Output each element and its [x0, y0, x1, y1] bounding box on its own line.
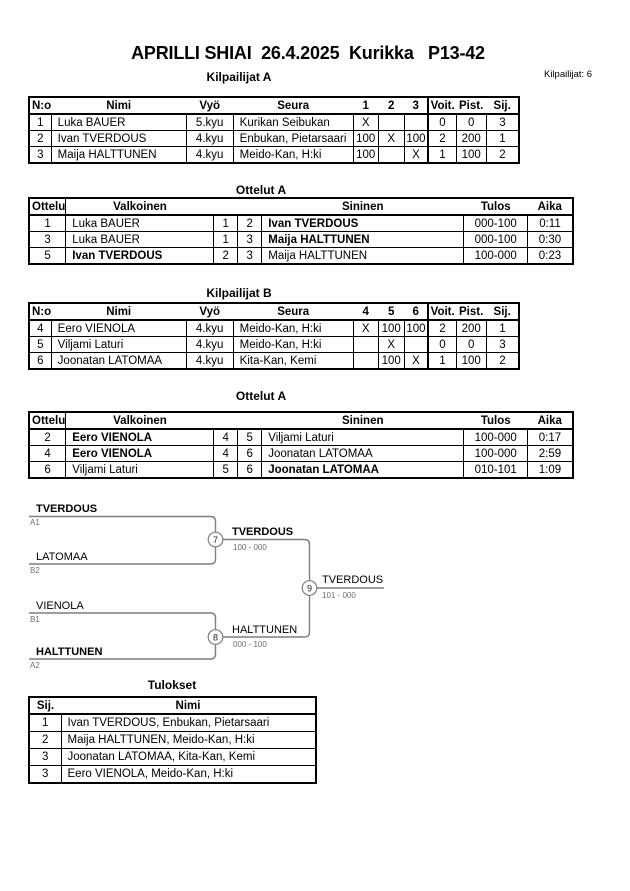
cell-club: Kita-Kan, Kemi	[233, 353, 353, 370]
cell-white-no: 1	[214, 215, 238, 232]
cell-blue: Joonatan LATOMAA	[262, 462, 464, 479]
col-header-m2: 5	[378, 303, 404, 320]
cell-points: 0	[456, 114, 486, 131]
cell-club: Meido-Kan, H:ki	[233, 147, 353, 164]
cell-blue: Joonatan LATOMAA	[262, 446, 464, 462]
bracket-line-slot-b1	[29, 613, 216, 630]
col-header-club: Seura	[233, 303, 353, 320]
col-header-time: Aika	[528, 198, 573, 215]
col-header-time: Aika	[528, 412, 573, 429]
cell-blue-no: 6	[238, 462, 262, 479]
bracket-slot-seed: A2	[30, 661, 40, 670]
cell-name: Maija HALTTUNEN	[51, 147, 186, 164]
cell-blue-no: 3	[238, 248, 262, 265]
cell-place: 1	[29, 714, 61, 732]
match-row	[29, 232, 573, 248]
cell-time: 0:23	[528, 248, 573, 265]
competitor-row	[29, 131, 519, 147]
result-row	[29, 714, 316, 732]
col-header-white-no	[214, 198, 238, 215]
cell-time: 0:30	[528, 232, 573, 248]
pool-a-label: Kilpailijat A	[206, 70, 272, 84]
bracket-slot-name: TVERDOUS	[36, 503, 98, 515]
cell-no: 3	[29, 147, 51, 164]
match-8-winner: HALTTUNEN	[232, 624, 298, 636]
cell-match-no: 5	[29, 248, 66, 265]
matches-b-table	[28, 411, 574, 479]
cell-white-no: 4	[214, 429, 238, 446]
cell-white: Ivan TVERDOUS	[66, 248, 214, 265]
cell-wins: 2	[428, 320, 456, 337]
col-header-white: Valkoinen	[66, 412, 214, 429]
cell-m1: X	[353, 320, 378, 337]
cell-belt: 5.kyu	[186, 114, 233, 131]
col-header-belt: Vyö	[186, 97, 233, 114]
page-title: APRILLI SHIAI 26.4.2025 Kurikka P13-42	[131, 43, 485, 63]
cell-result: 000-100	[464, 232, 528, 248]
cell-m2	[378, 147, 404, 164]
bracket-slot-seed: B2	[30, 566, 40, 575]
match-9-score: 101 - 000	[322, 591, 356, 600]
cell-place: 1	[486, 131, 519, 147]
col-header-m3: 3	[404, 97, 428, 114]
cell-points: 100	[456, 147, 486, 164]
cell-blue: Maija HALTTUNEN	[262, 248, 464, 265]
match-8-score: 000 - 100	[233, 640, 267, 649]
cell-wins: 0	[428, 114, 456, 131]
cell-m3	[404, 114, 428, 131]
competitor-row	[29, 337, 519, 353]
cell-points: 200	[456, 131, 486, 147]
cell-match-no: 1	[29, 215, 66, 232]
col-header-points: Pist.	[456, 303, 486, 320]
cell-belt: 4.kyu	[186, 147, 233, 164]
result-row	[29, 749, 316, 766]
cell-name: Eero VIENOLA	[51, 320, 186, 337]
cell-m3	[404, 337, 428, 353]
cell-blue-no: 6	[238, 446, 262, 462]
header-row	[29, 198, 573, 215]
cell-blue: Maija HALTTUNEN	[262, 232, 464, 248]
cell-white: Eero VIENOLA	[66, 429, 214, 446]
col-header-m3: 6	[404, 303, 428, 320]
col-header-wins: Voit.	[428, 97, 456, 114]
col-header-name: Nimi	[51, 97, 186, 114]
col-header-place: Sij.	[486, 97, 519, 114]
cell-result: 100-000	[464, 429, 528, 446]
col-header-m1: 1	[353, 97, 378, 114]
cell-blue: Viljami Laturi	[262, 429, 464, 446]
matches-b-label: Ottelut A	[235, 389, 287, 403]
pool-b-label: Kilpailijat B	[206, 286, 272, 300]
cell-name: Joonatan LATOMAA, Kita-Kan, Kemi	[61, 749, 316, 766]
col-header-blue: Sininen	[262, 198, 464, 215]
col-header-place: Sij.	[29, 697, 61, 714]
cell-wins: 0	[428, 337, 456, 353]
cell-club: Meido-Kan, H:ki	[233, 320, 353, 337]
cell-wins: 1	[428, 353, 456, 370]
pool-b-table	[28, 302, 520, 370]
col-header-no: N:o	[29, 303, 51, 320]
cell-m1	[353, 353, 378, 370]
cell-points: 200	[456, 320, 486, 337]
competitor-row	[29, 320, 519, 337]
competitor-row	[29, 353, 519, 370]
cell-match-no: 6	[29, 462, 66, 479]
cell-blue-no: 5	[238, 429, 262, 446]
col-header-m1: 4	[353, 303, 378, 320]
col-header-name: Nimi	[61, 697, 316, 714]
cell-m3: X	[404, 147, 428, 164]
bracket-slot-seed: B1	[30, 615, 40, 624]
cell-place: 2	[486, 147, 519, 164]
col-header-blue: Sininen	[262, 412, 464, 429]
cell-name: Ivan TVERDOUS	[51, 131, 186, 147]
col-header-points: Pist.	[456, 97, 486, 114]
cell-no: 5	[29, 337, 51, 353]
match-8-number: 8	[212, 632, 219, 643]
cell-m2: X	[378, 337, 404, 353]
cell-time: 0:11	[528, 215, 573, 232]
cell-place: 3	[486, 337, 519, 353]
cell-points: 0	[456, 337, 486, 353]
cell-m1: 100	[353, 147, 378, 164]
cell-no: 2	[29, 131, 51, 147]
header-row	[29, 697, 316, 714]
cell-no: 6	[29, 353, 51, 370]
cell-blue-no: 3	[238, 232, 262, 248]
cell-white-no: 4	[214, 446, 238, 462]
cell-result: 100-000	[464, 446, 528, 462]
cell-wins: 2	[428, 131, 456, 147]
match-row	[29, 429, 573, 446]
cell-m3: X	[404, 353, 428, 370]
cell-m2	[378, 114, 404, 131]
cell-place: 3	[29, 766, 61, 784]
cell-m2: X	[378, 131, 404, 147]
cell-time: 2:59	[528, 446, 573, 462]
pool-a-table	[28, 96, 520, 164]
cell-white-no: 5	[214, 462, 238, 479]
cell-match-no: 2	[29, 429, 66, 446]
results-label: Tulokset	[147, 678, 197, 692]
match-7-winner: TVERDOUS	[232, 526, 294, 538]
cell-place: 2	[29, 732, 61, 749]
cell-belt: 4.kyu	[186, 320, 233, 337]
cell-points: 100	[456, 353, 486, 370]
cell-club: Kurikan Seibukan	[233, 114, 353, 131]
col-header-blue-no	[238, 412, 262, 429]
cell-match-no: 3	[29, 232, 66, 248]
cell-blue: Ivan TVERDOUS	[262, 215, 464, 232]
cell-time: 1:09	[528, 462, 573, 479]
cell-m3: 100	[404, 320, 428, 337]
col-header-match: Ottelu	[29, 198, 66, 215]
cell-m2: 100	[378, 320, 404, 337]
col-header-wins: Voit.	[428, 303, 456, 320]
col-header-white: Valkoinen	[66, 198, 214, 215]
cell-white: Eero VIENOLA	[66, 446, 214, 462]
result-row	[29, 766, 316, 784]
cell-m1: 100	[353, 131, 378, 147]
cell-club: Enbukan, Pietarsaari	[233, 131, 353, 147]
cell-place: 3	[29, 749, 61, 766]
header-row	[29, 303, 519, 320]
cell-name: Eero VIENOLA, Meido-Kan, H:ki	[61, 766, 316, 784]
match-row	[29, 462, 573, 479]
match-7-score: 100 - 000	[233, 543, 267, 552]
cell-white: Luka BAUER	[66, 232, 214, 248]
match-9-number: 9	[306, 583, 313, 594]
cell-m2: 100	[378, 353, 404, 370]
cell-blue-no: 2	[238, 215, 262, 232]
cell-m1: X	[353, 114, 378, 131]
competitor-row	[29, 147, 519, 164]
cell-time: 0:17	[528, 429, 573, 446]
cell-white: Luka BAUER	[66, 215, 214, 232]
bracket-line-slot-a1	[29, 517, 216, 533]
col-header-name: Nimi	[51, 303, 186, 320]
cell-belt: 4.kyu	[186, 353, 233, 370]
cell-white-no: 2	[214, 248, 238, 265]
result-row	[29, 732, 316, 749]
cell-wins: 1	[428, 147, 456, 164]
cell-result: 000-100	[464, 215, 528, 232]
col-header-place: Sij.	[486, 303, 519, 320]
match-row	[29, 215, 573, 232]
match-9-winner: TVERDOUS	[322, 574, 384, 586]
match-row	[29, 248, 573, 265]
col-header-result: Tulos	[464, 198, 528, 215]
cell-m3: 100	[404, 131, 428, 147]
results-table	[28, 696, 317, 784]
col-header-white-no	[214, 412, 238, 429]
matches-a-label: Ottelut A	[235, 183, 287, 197]
cell-name: Luka BAUER	[51, 114, 186, 131]
competitor-row	[29, 114, 519, 131]
cell-belt: 4.kyu	[186, 337, 233, 353]
col-header-m2: 2	[378, 97, 404, 114]
cell-no: 4	[29, 320, 51, 337]
cell-white: Viljami Laturi	[66, 462, 214, 479]
header-row	[29, 97, 519, 114]
cell-club: Meido-Kan, H:ki	[233, 337, 353, 353]
cell-place: 3	[486, 114, 519, 131]
match-7-number: 7	[212, 534, 219, 545]
cell-white-no: 1	[214, 232, 238, 248]
match-row	[29, 446, 573, 462]
col-header-blue-no	[238, 198, 262, 215]
col-header-result: Tulos	[464, 412, 528, 429]
cell-name: Joonatan LATOMAA	[51, 353, 186, 370]
cell-place: 1	[486, 320, 519, 337]
cell-belt: 4.kyu	[186, 131, 233, 147]
cell-name: Viljami Laturi	[51, 337, 186, 353]
col-header-club: Seura	[233, 97, 353, 114]
col-header-no: N:o	[29, 97, 51, 114]
cell-place: 2	[486, 353, 519, 370]
competitors-count: Kilpailijat: 6	[544, 69, 593, 80]
bracket-slot-seed: A1	[30, 518, 40, 527]
header-row	[29, 412, 573, 429]
cell-no: 1	[29, 114, 51, 131]
cell-m1	[353, 337, 378, 353]
bracket-slot-name: LATOMAA	[36, 551, 88, 563]
col-header-match: Ottelu	[29, 412, 66, 429]
cell-name: Ivan TVERDOUS, Enbukan, Pietarsaari	[61, 714, 316, 732]
col-header-belt: Vyö	[186, 303, 233, 320]
bracket-slot-name: VIENOLA	[36, 600, 84, 612]
cell-result: 100-000	[464, 248, 528, 265]
bracket-slot-name: HALTTUNEN	[36, 646, 103, 658]
cell-result: 010-101	[464, 462, 528, 479]
cell-match-no: 4	[29, 446, 66, 462]
matches-a-table	[28, 197, 574, 265]
cell-name: Maija HALTTUNEN, Meido-Kan, H:ki	[61, 732, 316, 749]
